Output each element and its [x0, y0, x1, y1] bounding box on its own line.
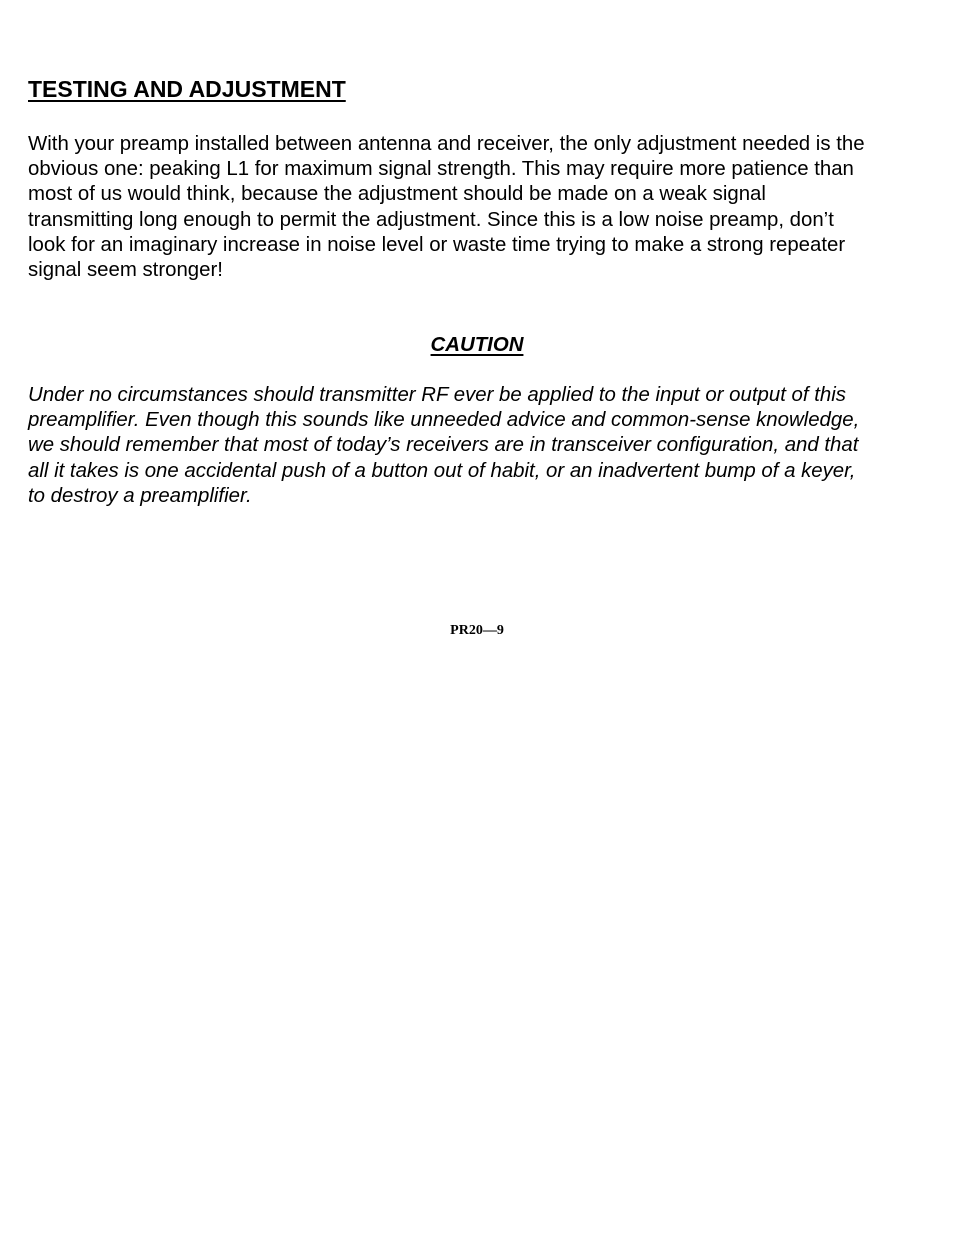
caution-heading: CAUTION [430, 334, 524, 356]
paragraph-line: transmitting long enough to permit the adjustment. Since this is a low noise preamp, don’t [28, 208, 834, 231]
caution-line: all it takes is one accidental push of a button out of habit, or an inadvertent bump of a keyer, [28, 459, 856, 482]
paragraph-line: most of us would think, because the adjustment should be made on a weak signal [28, 183, 766, 206]
paragraph-line: obvious one: peaking L1 for maximum signal strength. This may require more patience than [28, 158, 854, 181]
caution-line: we should remember that most of today’s receivers are in transceiver configuration, and that [28, 434, 859, 457]
section-heading: TESTING AND ADJUSTMENT [28, 76, 346, 102]
caution-line: preamplifier. Even though this sounds like unneeded advice and common-sense knowledge, [28, 409, 860, 432]
paragraph-line: signal seem stronger! [28, 259, 223, 282]
caution-paragraph [28, 383, 928, 509]
page-number: PR20—9 [450, 623, 504, 638]
paragraph-line: look for an imaginary increase in noise level or waste time trying to make a strong repeater [28, 233, 846, 256]
paragraph-line: With your preamp installed between antenna and receiver, the only adjustment needed is the [28, 133, 865, 155]
caution-line: to destroy a preamplifier. [28, 484, 252, 507]
instructions-paragraph [28, 132, 928, 283]
caution-line: Under no circumstances should transmitter RF ever be applied to the input or output of this [28, 384, 846, 406]
